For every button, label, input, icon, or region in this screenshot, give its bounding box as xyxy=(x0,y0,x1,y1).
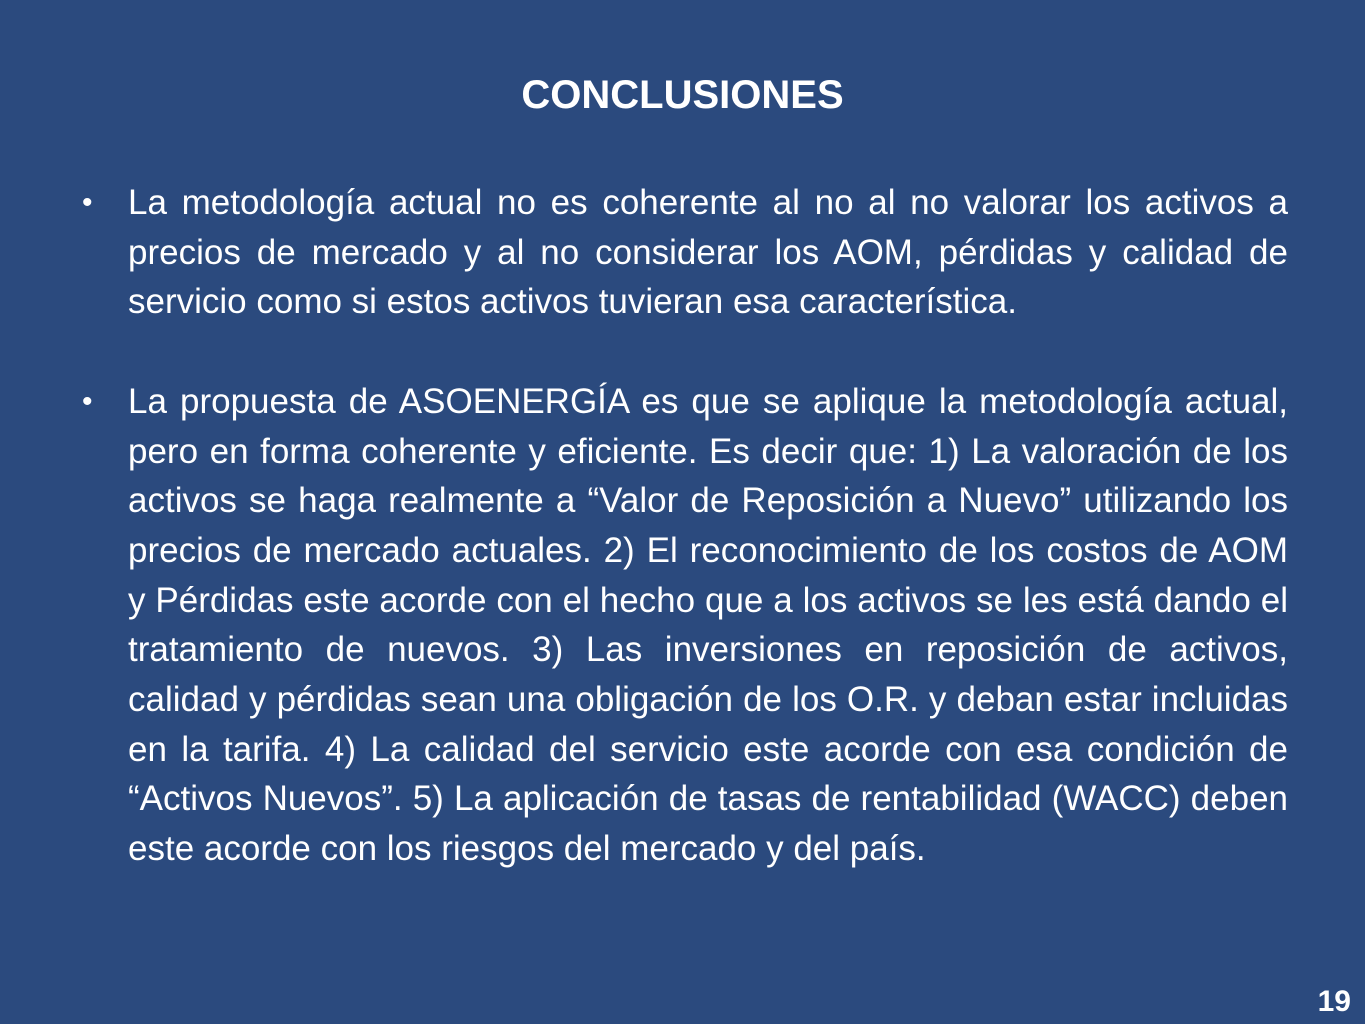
page-number: 19 xyxy=(1317,985,1351,1018)
bullet-marker-icon: • xyxy=(82,384,93,418)
bullet-text: La propuesta de ASOENERGÍA es que se aplique la metodología actual, pero en forma coherente y eficiente. Es decir que: 1) La valoración de los activos se haga realmente a “Valor de Reposición a Nuevo” utilizando los precios de mercado actuales. 2) El reconocimiento de los costos de AOM y Pérdidas este acorde con el hecho que a los activos se les está dando el tratamiento de nuevos. 3) Las inversiones en reposición de activos, calidad y pérdidas sean una obligación de los O.R. y deban estar incluidas en la tarifa. 4) La calidad del servicio este acorde con esa condición de “Activos Nuevos”. 5) La aplicación de tasas de rentabilidad (WACC) deben este acorde con los riesgos del mercado y del país. xyxy=(128,381,1288,869)
slide-title: CONCLUSIONES xyxy=(521,73,844,117)
bullet-item-methodology xyxy=(78,178,1288,327)
bullet-item-proposal xyxy=(78,377,1288,874)
bullet-marker-icon: • xyxy=(82,186,93,219)
bullet-text: La metodología actual no es coherente al no al no valorar los activos a precios de mercado y al no considerar los AOM, pérdidas y calidad de servicio como si estos activos tuvieran esa característica. xyxy=(128,183,1288,322)
bullet-list xyxy=(78,178,1288,874)
